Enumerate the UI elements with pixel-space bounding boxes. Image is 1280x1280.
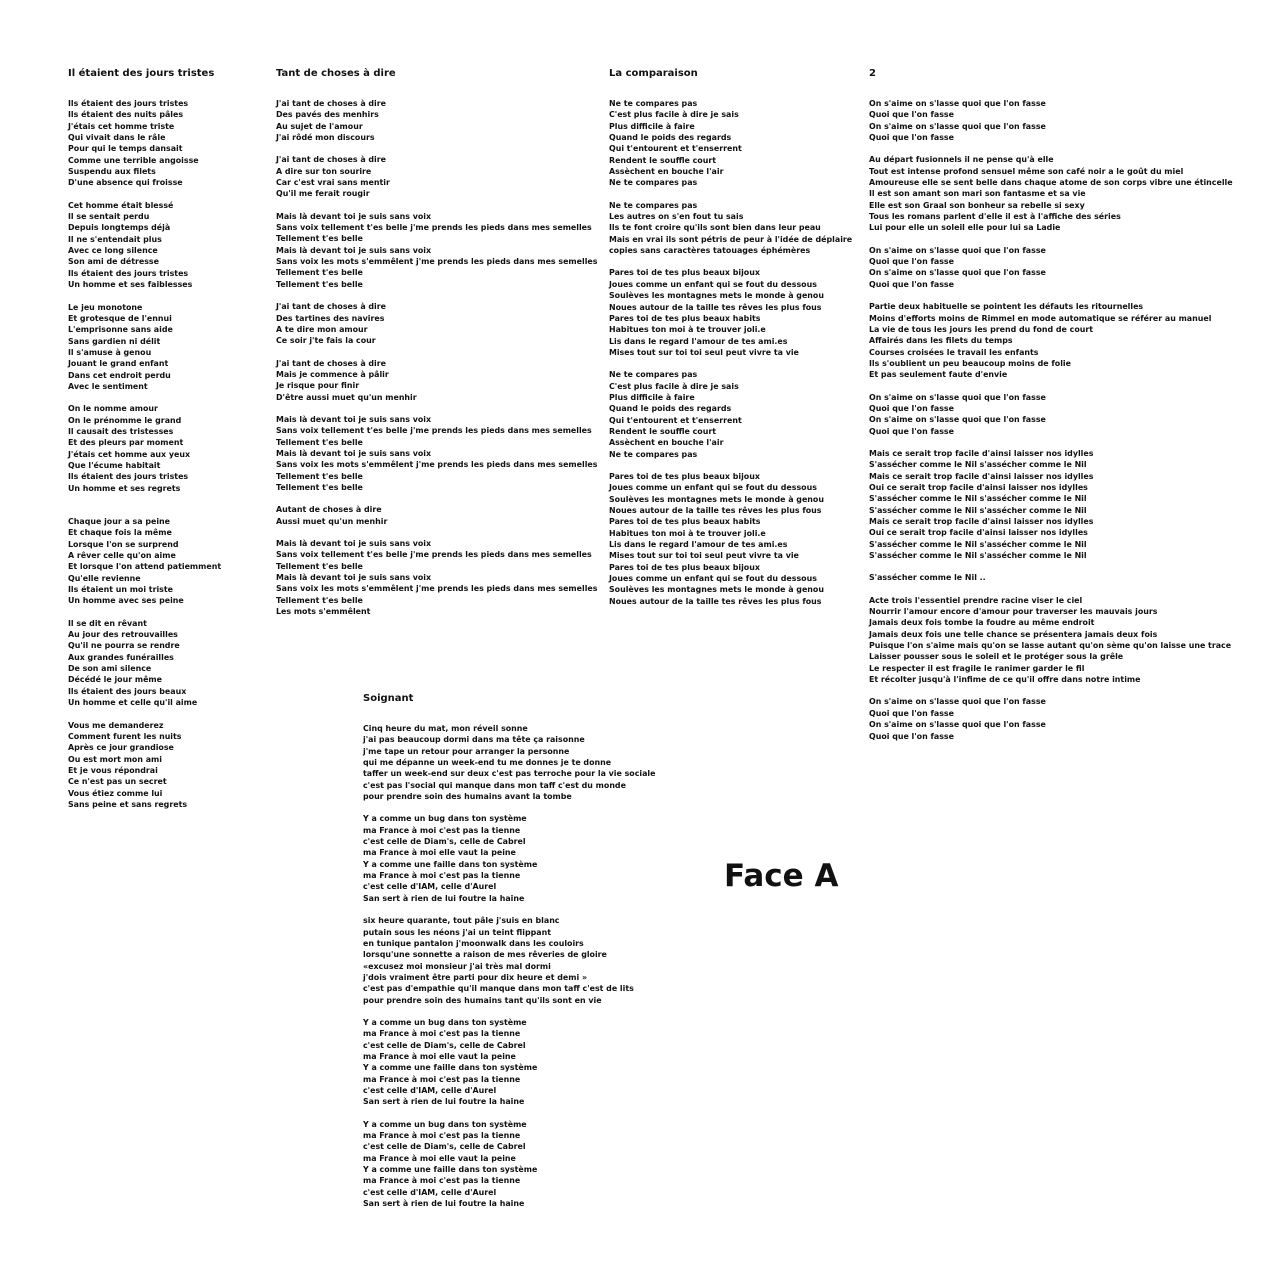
song-title: Il étaient des jours tristes — [68, 68, 215, 79]
lyric-line: Ils s'oublient un peu beaucoup moins de folie — [869, 358, 1071, 368]
lyric-line: Les mots s'emmêlent — [276, 607, 371, 617]
lyric-line: Ils étaient des jours tristes — [68, 472, 189, 482]
song-title: Soignant — [363, 693, 414, 704]
lyric-line: en tunique pantalon j'moonwalk dans les couloirs — [363, 938, 584, 948]
lyric-line: Courses croisées le travail les enfants — [869, 347, 1039, 357]
lyric-line: Vous me demanderez — [68, 720, 164, 730]
stanza — [869, 696, 1233, 741]
lyric-line: Ils te font croire qu'ils sont bien dans leur peau — [609, 223, 821, 233]
lyric-line: Ils étaient des jours tristes — [68, 268, 189, 278]
lyric-line: Il ne s'entendait plus — [68, 234, 162, 244]
lyric-line: C'est plus facile à dire je sais — [609, 110, 739, 120]
lyric-line: Il se dit en rêvant — [68, 618, 147, 628]
lyric-line: J'ai tant de choses à dire — [276, 99, 386, 108]
lyric-line: On s'aime on s'lasse quoi que l'on fasse — [869, 121, 1046, 131]
lyric-line: Habitues ton moi à te trouver joli.e — [609, 528, 766, 538]
lyric-line: Il s'amuse à genou — [68, 347, 152, 357]
lyric-line: Puisque l'on s'aime mais qu'on se lasse autant qu'on sème qu'on laisse une trace — [869, 641, 1232, 651]
lyric-line: C'est plus facile à dire je sais — [609, 381, 739, 391]
lyric-line: S'assécher comme le Nil s'assécher comme le Nil — [869, 539, 1087, 549]
lyric-line: Ou est mort mon ami — [68, 754, 162, 764]
lyric-line: Un homme avec ses peine — [68, 596, 184, 606]
stanza — [276, 538, 597, 617]
lyric-line: Soulèves les montagnes mets le monde à genou — [609, 291, 824, 301]
lyric-line: Y a comme un bug dans ton système — [363, 814, 527, 824]
lyric-line: c'est pas d'empathie qu'il manque dans mon taff c'est de lits — [363, 984, 634, 994]
lyric-line: Décédé le jour même — [68, 675, 163, 685]
lyric-line: Tout est intense profond sensuel même son café noir a le goût du miel — [869, 166, 1184, 176]
lyric-line: On le prénomme le grand — [68, 415, 182, 425]
lyric-line: Joues comme un enfant qui se fout du dessous — [609, 574, 817, 584]
lyric-line: ma France à moi elle vaut la peine — [363, 1153, 516, 1163]
stanza — [68, 720, 221, 811]
lyric-line: c'est celle de Diam's, celle de Cabrel — [363, 1142, 526, 1152]
lyric-line: Tellement t'es belle — [276, 279, 363, 289]
lyric-line: Et des pleurs par moment — [68, 438, 184, 448]
lyric-line: Quand le poids des regards — [609, 133, 732, 143]
lyric-line: ma France à moi c'est pas la tienne — [363, 1074, 521, 1084]
lyric-line: Quoi que l'on fasse — [869, 279, 954, 289]
lyric-line: Habitues ton moi à te trouver joli.e — [609, 325, 766, 335]
lyric-line: Au départ fusionnels il ne pense qu'à elle — [869, 155, 1054, 165]
lyric-line: Qui t'entourent et t'enserrent — [609, 144, 742, 154]
lyric-line: Un homme et celle qu'il aime — [68, 698, 198, 708]
face-label: Face A — [724, 858, 839, 894]
lyric-line: Nourrir l'amour encore d'amour pour traverser les mauvais jours — [869, 607, 1158, 617]
lyric-line: pour prendre soin des humains tant qu'ils sont en vie — [363, 995, 602, 1005]
lyric-line: Ne te compares pas — [609, 370, 698, 380]
lyric-line: Sans peine et sans regrets — [68, 799, 188, 809]
lyric-line: L'emprisonne sans aide — [68, 325, 173, 335]
lyric-line: J'ai tant de choses à dire — [276, 302, 386, 312]
lyric-line: Quoi que l'on fasse — [869, 426, 954, 436]
lyric-line: Tellement t'es belle — [276, 437, 363, 447]
lyric-line: Mais là devant toi je suis sans voix — [276, 245, 432, 255]
lyric-line: On s'aime on s'lasse quoi que l'on fasse — [869, 392, 1046, 402]
lyric-line: Mais ce serait trop facile d'ainsi laisser nos idylles — [869, 471, 1094, 481]
lyric-line: J'étais cet homme triste — [68, 121, 175, 131]
lyric-line: J'étais cet homme aux yeux — [68, 449, 191, 459]
lyric-line: Mais ce serait trop facile d'ainsi laisser nos idylles — [869, 517, 1094, 526]
stanza — [609, 267, 852, 358]
lyric-line: pour prendre soin des humains avant la tombe — [363, 792, 572, 802]
stanza — [363, 1017, 655, 1108]
lyric-line: Au jour des retrouvailles — [68, 630, 178, 640]
lyric-line: Les autres on s'en fout tu sais — [609, 212, 744, 222]
lyric-line: Moins d'efforts moins de Rimmel en mode automatique se référer au manuel — [869, 313, 1212, 323]
lyric-line: Quoi que l'on fasse — [869, 403, 954, 413]
lyric-line: Y a comme une faille dans ton système — [363, 1063, 538, 1073]
lyric-line: Ne te compares pas — [609, 200, 698, 210]
stanza — [68, 516, 221, 607]
lyric-line: Mais là devant toi je suis sans voix — [276, 573, 432, 583]
stanza — [276, 98, 597, 143]
lyric-line: On s'aime on s'lasse quoi que l'on fasse — [869, 99, 1046, 108]
lyric-line: Y a comme un bug dans ton système — [363, 1017, 527, 1027]
lyric-line: Y a comme un bug dans ton système — [363, 1119, 527, 1129]
lyric-line: Ce soir j'te fais la cour — [276, 336, 376, 346]
lyric-line: lorsqu'une sonnette a raison de mes rêveries de gloire — [363, 950, 607, 960]
lyric-line: Et lorsque l'on attend patiemment — [68, 562, 222, 572]
lyric-line: Aux grandes funérailles — [68, 652, 174, 662]
lyric-line: Jouant le grand enfant — [68, 359, 169, 369]
lyric-line: Sans voix les mots s'emmêlent j'me prends les pieds dans mes semelles — [276, 257, 598, 267]
stanza — [363, 813, 655, 904]
lyric-line: Assèchent en bouche l'air — [609, 167, 724, 177]
lyric-line: Pour qui le temps dansait — [68, 144, 183, 154]
lyric-line: S'assécher comme le Nil s'assécher comme le Nil — [869, 505, 1087, 515]
lyric-line: c'est celle d'IAM, celle d'Aurel — [363, 1187, 497, 1197]
lyric-line: Et récolter jusqu'à l'infime de ce qu'il offre dans notre intime — [869, 675, 1141, 685]
lyric-line: «excusez moi monsieur j'ai très mal dormi — [363, 961, 551, 971]
lyric-line: Lis dans le regard l'amour de tes ami.es — [609, 540, 788, 550]
lyric-line: Tellement t'es belle — [276, 595, 363, 605]
lyric-line: Y a comme une faille dans ton système — [363, 859, 538, 869]
lyric-line: ma France à moi c'est pas la tienne — [363, 1176, 521, 1186]
lyric-line: Vous étiez comme lui — [68, 788, 163, 798]
lyric-line: Rendent le souffle court — [609, 155, 717, 165]
lyric-line: Au sujet de l'amour — [276, 121, 363, 131]
lyric-line: Quoi que l'on fasse — [869, 731, 954, 741]
lyric-line: La vie de tous les jours les prend du fond de court — [869, 324, 1094, 334]
lyric-line: Tellement t'es belle — [276, 234, 363, 244]
lyric-line: Un homme et ses regrets — [68, 483, 181, 493]
lyric-line: On s'aime on s'lasse quoi que l'on fasse — [869, 245, 1046, 255]
lyric-line: Plus difficile à faire — [609, 392, 695, 402]
lyric-line: Laisser pousser sous le soleil et le protéger sous la grêle — [869, 652, 1124, 662]
lyric-line: A te dire mon amour — [276, 324, 368, 334]
stanza — [869, 595, 1233, 686]
lyric-line: ma France à moi c'est pas la tienne — [363, 825, 521, 835]
stanza — [869, 245, 1233, 290]
lyric-line: c'est celle de Diam's, celle de Cabrel — [363, 837, 526, 847]
lyric-line: Et grotesque de l'ennui — [68, 313, 172, 323]
lyric-line: Comme une terrible angoisse — [68, 155, 199, 165]
lyric-line: J'ai tant de choses à dire — [276, 155, 386, 165]
stanza — [869, 448, 1233, 561]
lyric-line: ma France à moi c'est pas la tienne — [363, 1131, 521, 1140]
stanza — [869, 154, 1233, 233]
lyric-line: j'me tape un retour pour arranger la personne — [363, 746, 570, 756]
lyric-line: Partie deux habituelle se pointent les défauts les ritournelles — [869, 302, 1144, 312]
lyric-line: Lorsque l'on se surprend — [68, 539, 179, 549]
lyric-line: Il se sentait perdu — [68, 212, 150, 222]
stanza — [68, 403, 221, 494]
song-deux — [869, 67, 1233, 753]
lyric-line: Quoi que l'on fasse — [869, 257, 954, 267]
lyric-line: c'est celle d'IAM, celle d'Aurel — [363, 882, 497, 892]
lyric-line: Mais là devant toi je suis sans voix — [276, 211, 432, 221]
song-title: 2 — [869, 68, 876, 79]
lyric-line: Des pavés des menhirs — [276, 110, 379, 120]
lyric-line: Cinq heure du mat, mon réveil sonne — [363, 724, 528, 733]
lyric-line: Qui vivait dans le râle — [68, 133, 166, 143]
lyric-line: Tous les romans parlent d'elle il est à l'affiche des séries — [869, 212, 1121, 222]
lyric-line: S'assécher comme le Nil s'assécher comme le Nil — [869, 494, 1087, 504]
lyric-line: Noues autour de la taille tes rêves les plus fous — [609, 302, 822, 312]
lyric-line: Jamais deux fois une telle chance se présentera jamais deux fois — [869, 629, 1158, 639]
song-title: Tant de choses à dire — [276, 68, 396, 79]
stanza — [68, 618, 221, 709]
lyric-line: copies sans caractères tatouages éphémères — [609, 246, 811, 256]
lyric-line: j'ai pas beaucoup dormi dans ma tête ça raisonne — [363, 735, 585, 745]
lyric-line: Qu'il ne pourra se rendre — [68, 641, 180, 651]
lyric-line: Affairés dans les filets du temps — [869, 336, 1013, 346]
lyric-line: Je risque pour finir — [276, 381, 360, 391]
lyric-line: Lis dans le regard l'amour de tes ami.es — [609, 336, 788, 346]
lyric-line: taffer un week-end sur deux c'est pas terroche pour la vie sociale — [363, 769, 656, 779]
song-comparaison — [609, 67, 852, 618]
lyric-line: Assèchent en bouche l'air — [609, 438, 724, 448]
lyric-line: j'dois vraiment être parti pour dix heure et demi » — [363, 972, 588, 982]
lyric-line: Soulèves les montagnes mets le monde à genou — [609, 494, 824, 504]
lyric-line: S'assécher comme le Nil s'assécher comme le Nil — [869, 460, 1087, 470]
lyric-line: Aussi muet qu'un menhir — [276, 516, 388, 526]
lyric-line: Mais je commence à pâlir — [276, 369, 389, 379]
lyric-line: Joues comme un enfant qui se fout du dessous — [609, 483, 817, 493]
lyric-line: Le respecter il est fragile le ranimer garder le fil — [869, 663, 1085, 673]
lyric-line: De son ami silence — [68, 664, 152, 674]
lyric-line: putain sous les néons j'ai un teint flippant — [363, 927, 551, 937]
lyric-line: Amoureuse elle se sent belle dans chaque atome de son corps vibre une étincelle — [869, 178, 1233, 188]
lyric-line: Acte trois l'essentiel prendre racine viser le ciel — [869, 595, 1083, 605]
stanza — [609, 200, 852, 257]
lyric-line: Son ami de détresse — [68, 257, 159, 267]
lyric-line: Mais là devant toi je suis sans voix — [276, 448, 432, 458]
lyric-line: Mais là devant toi je suis sans voix — [276, 539, 432, 548]
stanza — [609, 98, 852, 189]
stanza — [276, 414, 597, 493]
lyric-line: c'est celle de Diam's, celle de Cabrel — [363, 1040, 526, 1050]
lyric-line: Et chaque fois la même — [68, 528, 172, 538]
lyric-line: Sans voix les mots s'emmêlent j'me prends les pieds dans mes semelles — [276, 584, 598, 594]
lyric-line: Jamais deux fois tombe la foudre au même endroit — [869, 618, 1095, 628]
lyric-line: San sert à rien de lui foutre la haine — [363, 893, 525, 903]
lyric-line: Et je vous répondrai — [68, 765, 158, 775]
stanza — [68, 302, 221, 393]
lyric-line: Sans voix tellement t'es belle j'me prends les pieds dans mes semelles — [276, 426, 592, 436]
stanza — [869, 301, 1233, 380]
lyric-line: Ils étaient un moi triste — [68, 585, 173, 595]
lyric-line: Qui t'entourent et t'enserrent — [609, 415, 742, 425]
lyric-line: On s'aime on s'lasse quoi que l'on fasse — [869, 720, 1046, 730]
lyric-line: Quoi que l'on fasse — [869, 708, 954, 718]
lyric-line: Pares toi de tes plus beaux bijoux — [609, 562, 760, 572]
lyric-line: J'ai tant de choses à dire — [276, 358, 386, 368]
lyric-line: Mises tout sur toi toi seul peut vivre ta vie — [609, 551, 799, 561]
lyric-line: Mais en vrai ils sont pétris de peur à l'idée de déplaire — [609, 234, 853, 244]
stanza — [363, 723, 655, 802]
song-soignant — [363, 692, 655, 1220]
stanza — [276, 154, 597, 199]
lyric-line: Pares toi de tes plus beaux bijoux — [609, 471, 760, 481]
lyric-line: Pares toi de tes plus beaux habits — [609, 313, 761, 323]
lyric-line: ma France à moi c'est pas la tienne — [363, 871, 521, 881]
lyric-line: Tellement t'es belle — [276, 561, 363, 571]
lyric-line: Cet homme était blessé — [68, 200, 174, 210]
song-tant-de-choses — [276, 67, 597, 628]
lyric-line: Ne te compares pas — [609, 99, 698, 108]
lyric-line: On s'aime on s'lasse quoi que l'on fasse — [869, 415, 1046, 425]
lyric-line: Quoi que l'on fasse — [869, 110, 954, 120]
lyric-line: Dans cet endroit perdu — [68, 370, 171, 380]
stanza — [869, 98, 1233, 143]
lyric-line: Plus difficile à faire — [609, 121, 695, 131]
lyric-line: Après ce jour grandiose — [68, 743, 174, 753]
lyric-line: Joues comme un enfant qui se fout du dessous — [609, 279, 817, 289]
lyric-line: Autant de choses à dire — [276, 505, 382, 515]
lyric-line: Sans gardien ni délit — [68, 336, 161, 346]
lyric-line: Des tartines des navires — [276, 313, 385, 323]
lyric-line: Sans voix les mots s'emmêlent j'me prends les pieds dans mes semelles — [276, 460, 598, 470]
stanza — [869, 392, 1233, 437]
stanza — [869, 572, 1233, 583]
song-jours-tristes — [68, 67, 221, 821]
stanza — [276, 504, 597, 527]
lyric-line: Mises tout sur toi toi seul peut vivre ta vie — [609, 347, 799, 357]
lyric-line: Pares toi de tes plus beaux bijoux — [609, 268, 760, 278]
stanza — [276, 211, 597, 290]
lyric-line: Avec le sentiment — [68, 381, 148, 391]
lyric-line: Ils étaient des jours beaux — [68, 686, 187, 696]
lyric-line: On s'aime on s'lasse quoi que l'on fasse — [869, 697, 1046, 707]
lyric-line: Noues autour de la taille tes rêves les plus fous — [609, 506, 822, 515]
lyric-line: Ne te compares pas — [609, 178, 698, 188]
lyric-line: D'être aussi muet qu'un menhir — [276, 392, 417, 402]
stanza — [68, 98, 221, 189]
lyric-line: Quand le poids des regards — [609, 404, 732, 414]
lyric-line: ma France à moi c'est pas la tienne — [363, 1029, 521, 1039]
lyric-line: Un homme et ses faiblesses — [68, 280, 193, 290]
lyric-line: Suspendu aux filets — [68, 167, 156, 177]
lyric-line: Tellement t'es belle — [276, 482, 363, 492]
stanza — [276, 301, 597, 346]
lyric-line: Mais ce serait trop facile d'ainsi laisser nos idylles — [869, 448, 1094, 458]
lyric-line: c'est celle d'IAM, celle d'Aurel — [363, 1085, 497, 1095]
lyric-line: San sert à rien de lui foutre la haine — [363, 1199, 525, 1209]
lyric-line: c'est pas l'social qui manque dans mon taff c'est du monde — [363, 780, 626, 790]
lyric-line: Le jeu monotone — [68, 302, 143, 312]
lyric-line: A dire sur ton sourire — [276, 166, 372, 176]
lyric-line: Sans voix tellement t'es belle j'me prends les pieds dans mes semelles — [276, 223, 592, 233]
stanza — [276, 358, 597, 403]
lyric-line: Tellement t'es belle — [276, 471, 363, 481]
lyric-line: Oui ce serait trop facile d'ainsi laisser nos idylles — [869, 528, 1088, 538]
lyric-line: A rêver celle qu'on aime — [68, 551, 176, 561]
lyric-line: Ce n'est pas un secret — [68, 777, 167, 787]
lyric-line: Comment furent les nuits — [68, 731, 182, 741]
lyric-line: Depuis longtemps déjà — [68, 223, 171, 233]
lyric-line: Lui pour elle un soleil elle pour lui sa Ladie — [869, 223, 1061, 233]
song-title: La comparaison — [609, 68, 698, 79]
stanza — [363, 1119, 655, 1210]
lyric-line: Qu'il me ferait rougir — [276, 189, 370, 199]
stanza — [363, 915, 655, 1006]
lyric-line: Soulèves les montagnes mets le monde à genou — [609, 585, 824, 595]
lyric-line: On le nomme amour — [68, 404, 158, 414]
lyric-line: ma France à moi elle vaut la peine — [363, 848, 516, 858]
lyric-line: Que l'écume habitait — [68, 460, 161, 470]
lyric-line: Y a comme une faille dans ton système — [363, 1165, 538, 1175]
stanza — [609, 369, 852, 460]
lyric-line: Quoi que l'on fasse — [869, 133, 954, 143]
lyric-line: Et pas seulement faute d'envie — [869, 370, 1008, 380]
lyric-line: ma France à moi elle vaut la peine — [363, 1051, 516, 1061]
lyric-line: Oui ce serait trop facile d'ainsi laisser nos idylles — [869, 482, 1088, 492]
lyric-line: Ils étaient des nuits pâles — [68, 110, 184, 120]
lyric-line: Ne te compares pas — [609, 449, 698, 459]
lyric-line: Tellement t'es belle — [276, 268, 363, 278]
lyric-line: Il causait des tristesses — [68, 426, 174, 436]
lyric-line: Chaque jour a sa peine — [68, 517, 170, 526]
lyric-line: six heure quarante, tout pâle j'suis en blanc — [363, 916, 560, 926]
lyric-line: Mais là devant toi je suis sans voix — [276, 414, 432, 424]
lyric-line: Ils étaient des jours tristes — [68, 99, 189, 108]
lyric-line: Rendent le souffle court — [609, 426, 717, 436]
lyric-line: Car c'est vrai sans mentir — [276, 178, 390, 188]
lyric-line: D'une absence qui froisse — [68, 178, 183, 188]
lyric-line: J'ai rôdé mon discours — [276, 133, 375, 143]
lyric-line: San sert à rien de lui foutre la haine — [363, 1097, 525, 1107]
stanza — [609, 471, 852, 607]
lyric-line: Il est son amant son mari son fantasme et sa vie — [869, 189, 1086, 199]
lyric-line: S'assécher comme le Nil .. — [869, 573, 986, 583]
lyric-line: Elle est son Graal son bonheur sa rebelle si sexy — [869, 200, 1085, 210]
lyric-line: Pares toi de tes plus beaux habits — [609, 517, 761, 527]
lyric-line: Sans voix tellement t'es belle j'me prends les pieds dans mes semelles — [276, 550, 592, 560]
lyric-line: Qu'elle revienne — [68, 573, 141, 583]
lyric-line: On s'aime on s'lasse quoi que l'on fasse — [869, 268, 1046, 278]
stanza — [68, 200, 221, 291]
lyric-line: S'assécher comme le Nil s'assécher comme le Nil — [869, 551, 1087, 561]
lyric-line: Avec ce long silence — [68, 246, 158, 256]
lyric-line: Noues autour de la taille tes rêves les plus fous — [609, 596, 822, 606]
lyric-line: qui me dépanne un week-end tu me donnes je te donne — [363, 758, 612, 768]
